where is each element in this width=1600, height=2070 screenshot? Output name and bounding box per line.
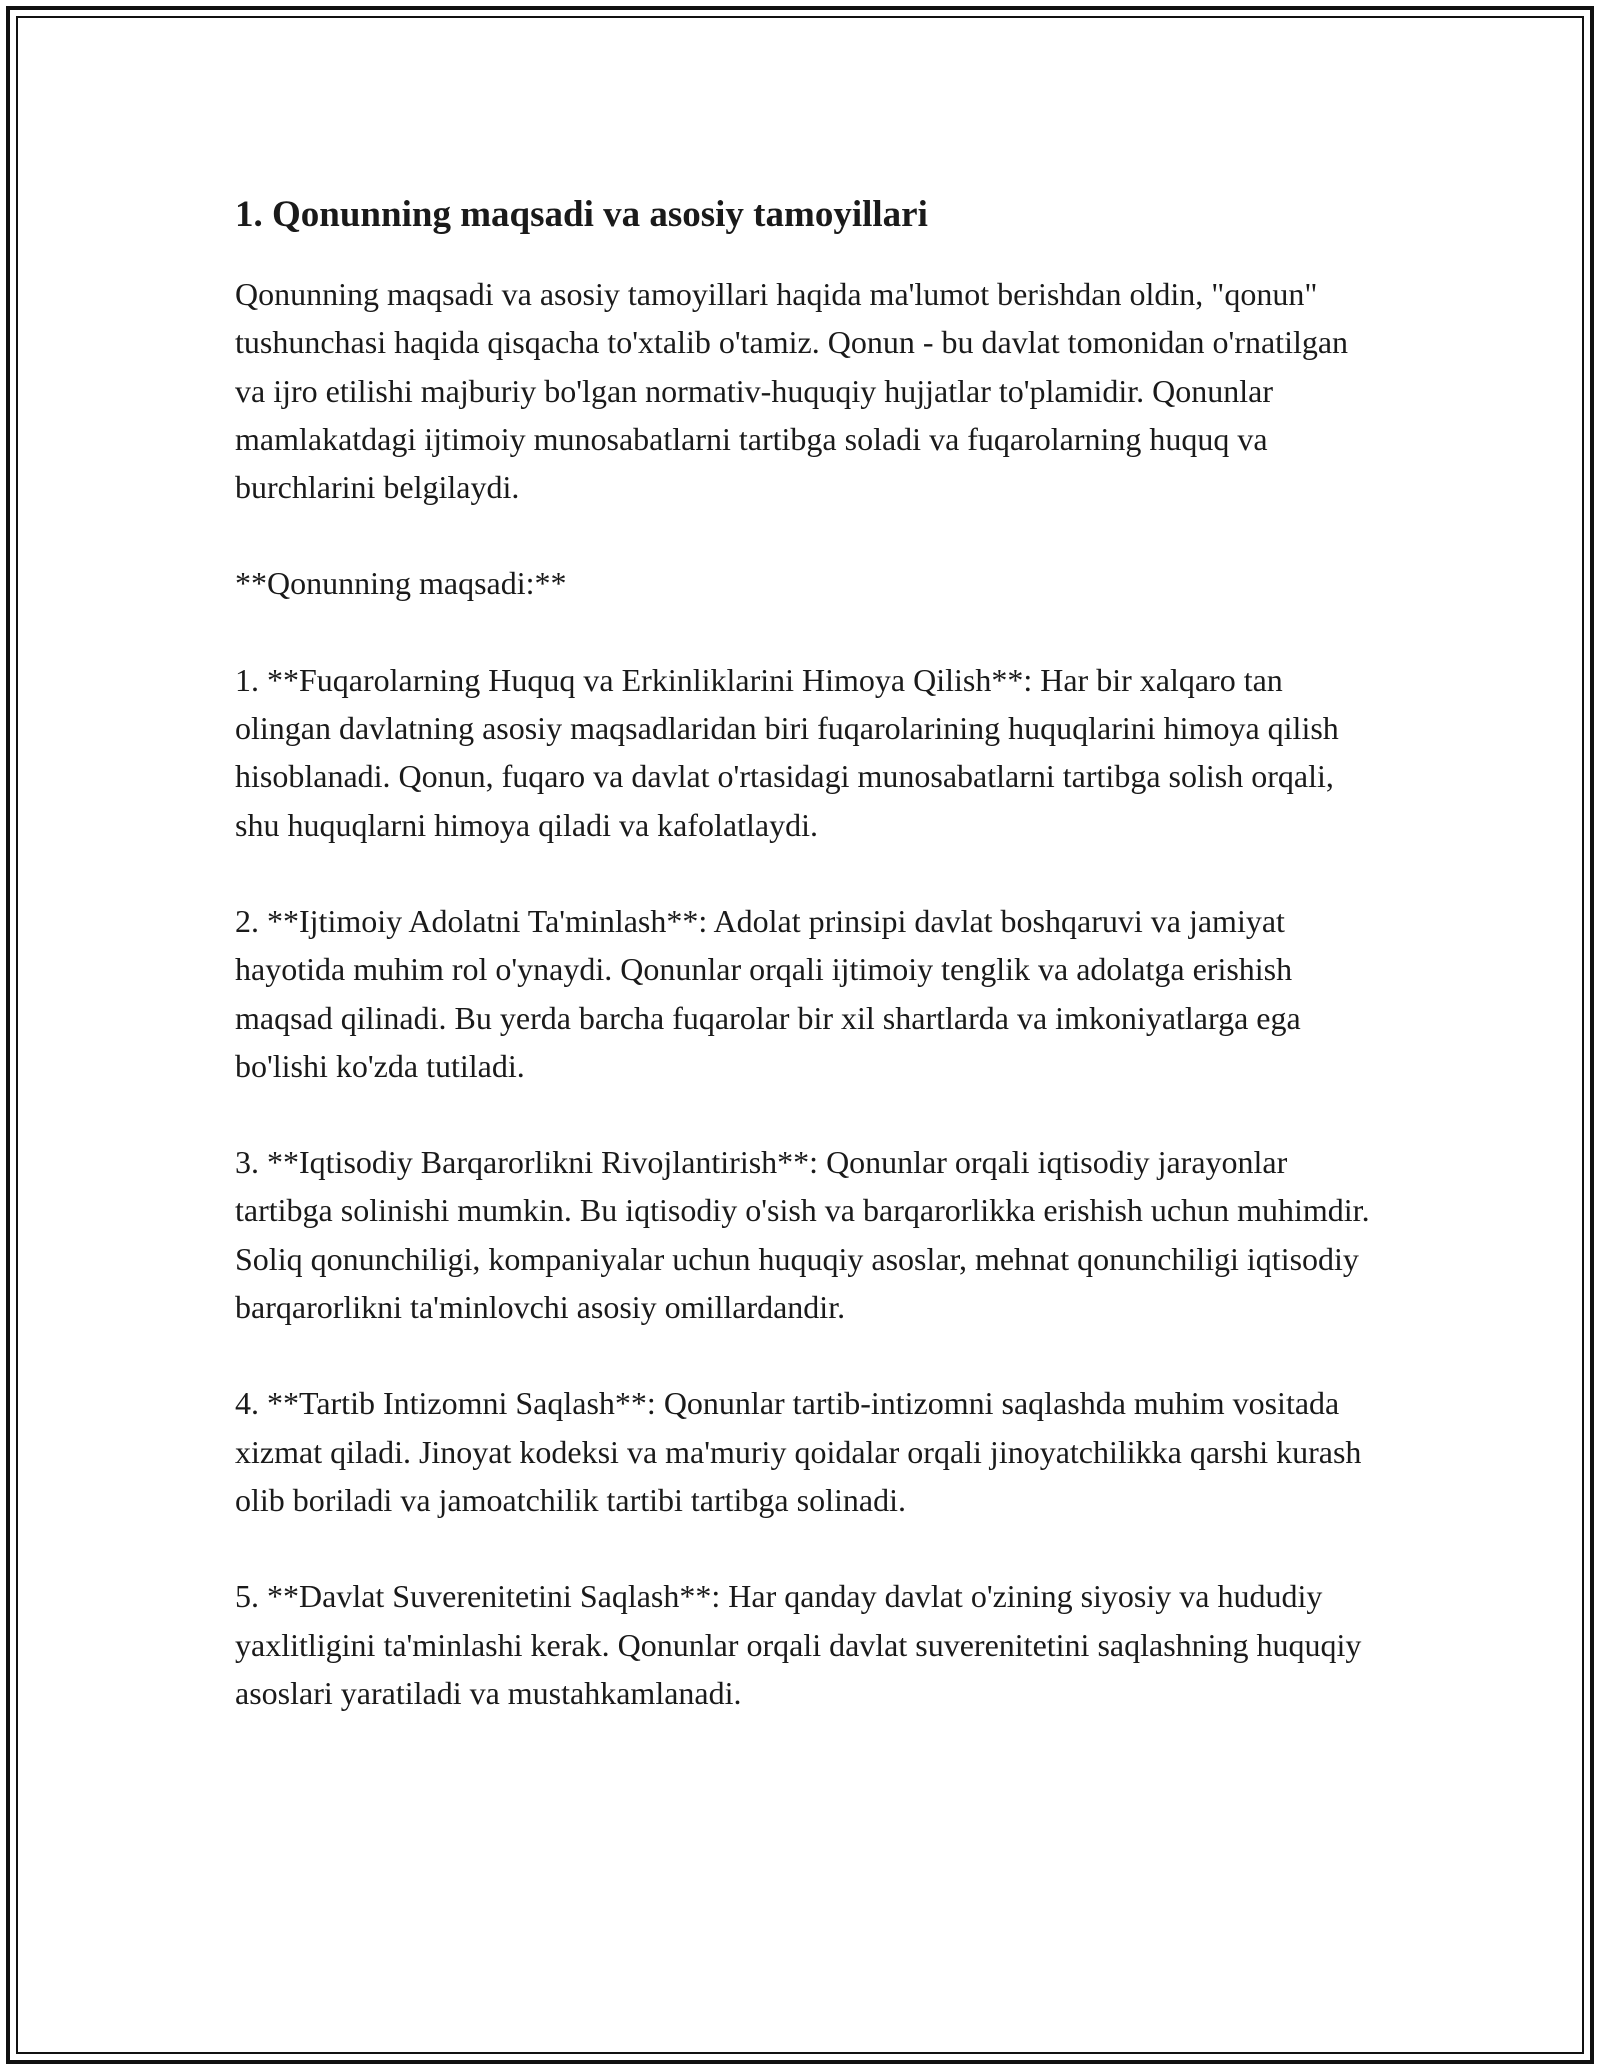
list-item: 3. **Iqtisodiy Barqarorlikni Rivojlantirish**: Qonunlar orqali iqtisodiy jarayonlar tartibga solinishi mumkin. Bu iqtisodiy o'sish va barqarorlikka erishish uchun muhimdir. Soliq qonunchiligi, kompaniyalar uchun huquqiy asoslar, mehnat qonunchiligi iqtisodiy barqarorlikni ta'minlovchi asosiy omillardandir. [235,1144,1370,1326]
document-title: 1. Qonunning maqsadi va asosiy tamoyillari [235,194,928,235]
intro-paragraph: Qonunning maqsadi va asosiy tamoyillari haqida ma'lumot berishdan oldin, "qonun" tushunchasi haqida qisqacha to'xtalib o'tamiz. Qonun - bu davlat tomonidan o'rnatilgan va ijro etilishi majburiy bo'lgan normativ-huquqiy hujjatlar to'plamidir. Qonunlar mamlakatdagi ijtimoiy munosabatlarni tartibga soladi va fuqarolarning huquq va burchlarini belgilaydi. [235,276,1349,506]
list-item: 2. **Ijtimoiy Adolatni Ta'minlash**: Adolat prinsipi davlat boshqaruvi va jamiyat hayotida muhim rol o'ynaydi. Qonunlar orqali ijtimoiy tenglik va adolatga erishish maqsad qilinadi. Bu yerda barcha fuqarolar bir xil shartlarda va imkoniyatlarga ega bo'lishi ko'zda tutiladi. [235,902,1301,1084]
list-item: 5. **Davlat Suverenitetini Saqlash**: Har qanday davlat o'zining siyosiy va hududiy yaxlitligini ta'minlashi kerak. Qonunlar orqali davlat suverenitetini saqlashning huquqiy asoslari yaratiladi va mustahkamlanadi. [235,1578,1362,1711]
document-body [235,190,1375,1765]
list-item: 1. **Fuqarolarning Huquq va Erkinliklarini Himoya Qilish**: Har bir xalqaro tan olingan davlatning asosiy maqsadlaridan biri fuqarolarining huquqlarini himoya qilish hisoblanadi. Qonun, fuqaro va davlat o'rtasidagi munosabatlarni tartibga solish orqali, shu huquqlarni himoya qiladi va kafolatlaydi. [235,661,1339,843]
section-heading: **Qonunning maqsadi:** [235,565,567,602]
list-item: 4. **Tartib Intizomni Saqlash**: Qonunlar tartib-intizomni saqlashda muhim vositada xizmat qiladi. Jinoyat kodeksi va ma'muriy qoidalar orqali jinoyatchilikka qarshi kurash olib boriladi va jamoatchilik tartibi tartibga solinadi. [235,1385,1362,1518]
